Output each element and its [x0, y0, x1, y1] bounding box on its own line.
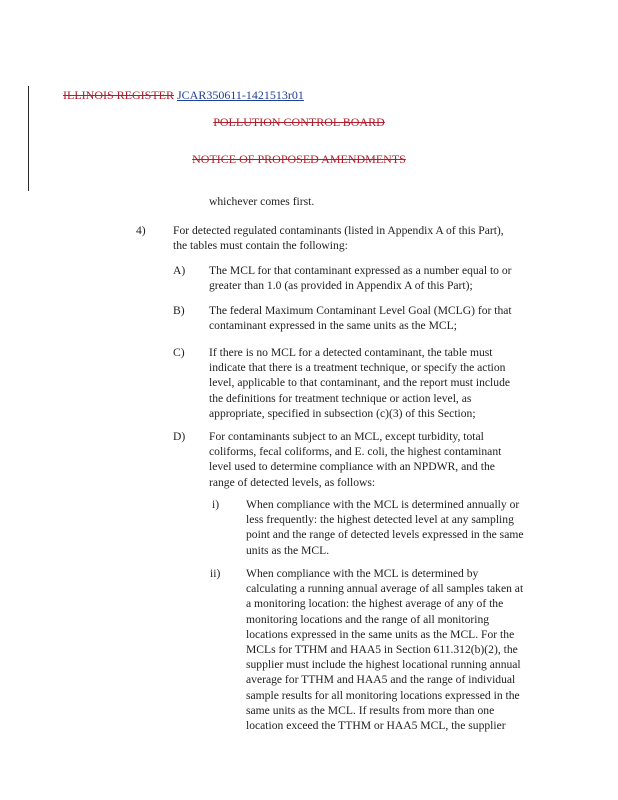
item-d-text: For contaminants subject to an MCL, except turbidity, total coliforms, fecal coliforms, and E. coli, the highest contaminant level used to determine compliance with an NPDWR, and the range of detected levels, as follows: [209, 430, 502, 489]
item-d-i-label: i) [212, 498, 220, 511]
continuation-text: whichever comes first. [209, 195, 315, 208]
jcar-number-inserted: JCAR350611-1421513r01 [177, 88, 304, 102]
item-c-label: C) [173, 346, 185, 359]
register-title-deleted: ILLINOIS REGISTER [63, 88, 174, 102]
item-b-label: B) [173, 304, 185, 317]
item-b-text: The federal Maximum Contaminant Level Goal (MCLG) for that contaminant expressed in the same units as the MCL; [209, 304, 512, 333]
notice-header [0, 152, 608, 167]
item-d-i-text: When compliance with the MCL is determined annually or less frequently: the highest detected level at any sampling point and the range of detected levels expressed in the same units as the MCL. [246, 498, 524, 557]
board-header [0, 115, 608, 130]
change-bar [28, 86, 29, 191]
item-4-label: 4) [136, 224, 146, 237]
register-header [63, 88, 304, 103]
item-a-label: A) [173, 264, 186, 277]
item-4-text: For detected regulated contaminants (listed in Appendix A of this Part), the tables must contain the following: [173, 224, 504, 253]
board-title-deleted: POLLUTION CONTROL BOARD [213, 115, 385, 129]
item-a-text: The MCL for that contaminant expressed as a number equal to or greater than 1.0 (as provided in Appendix A of this Part); [209, 264, 512, 293]
notice-title-deleted: NOTICE OF PROPOSED AMENDMENTS [192, 152, 406, 166]
item-d-ii-label: ii) [210, 567, 221, 580]
item-c-text: If there is no MCL for a detected contaminant, the table must indicate that there is a treatment technique, or specify the action level, applicable to that contaminant, and the report must include the definitions for treatment technique or action level, as appropriate, specified in subsection (c)(3) of this Section; [209, 346, 511, 420]
item-d-ii-text: When compliance with the MCL is determined by calculating a running annual average of all samples taken at a monitoring location: the highest average of any of the monitoring locations and the range of all monitoring locations expressed in the same units as the MCL. For the MCLs for TTHM and HAA5 in Section 611.312(b)(2), the supplier must include the highest locational running annual average for TTHM and HAA5 and the range of individual sample results for all monitoring locations expressed in the same units as the MCL. If results from more than one location exceed the TTHM or HAA5 MCL, the supplier [246, 567, 524, 733]
item-d-label: D) [173, 430, 186, 443]
